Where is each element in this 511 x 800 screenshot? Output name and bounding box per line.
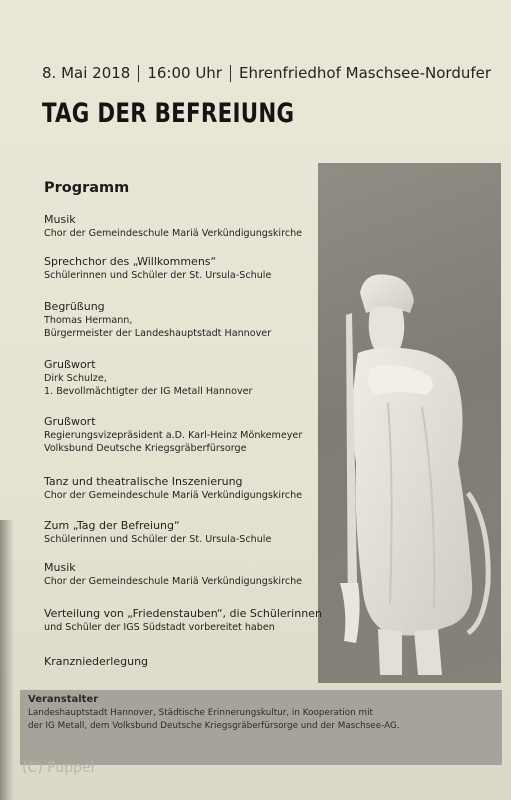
program-item-title: Musik: [44, 561, 76, 574]
program-item-line: Dirk Schulze,: [44, 373, 107, 384]
separator: [138, 65, 139, 82]
organizer-line: der IG Metall, dem Volksbund Deutsche Kriegsgräberfürsorge und der Maschsee-AG.: [28, 721, 400, 731]
program-item: [44, 474, 302, 502]
program-item-title: Begrüßung: [44, 300, 105, 313]
event-info-line: [42, 64, 491, 82]
program-item: [44, 606, 322, 634]
program-item: [44, 212, 302, 240]
separator: [230, 65, 231, 82]
event-title: TAG DER BEFREIUNG: [42, 98, 295, 129]
relief-figure-icon: [318, 163, 501, 683]
program-item-line: Chor der Gemeindeschule Mariä Verkündigungskirche: [44, 576, 303, 587]
program-item: [44, 414, 302, 455]
program-item-title: Grußwort: [44, 358, 96, 371]
event-location: Ehrenfriedhof Maschsee-Nordufer: [238, 64, 492, 82]
program-item: [44, 254, 271, 282]
event-time: 16:00 Uhr: [147, 64, 222, 82]
copyright-watermark: (C) Puppel: [22, 760, 95, 776]
program-item-line: Schülerinnen und Schüler der St. Ursula-Schule: [44, 270, 272, 281]
program-item-line: 1. Bevollmächtigter der IG Metall Hannover: [44, 386, 253, 397]
program-item-line: Chor der Gemeindeschule Mariä Verkündigungskirche: [44, 228, 303, 239]
program-item-title: Musik: [44, 213, 76, 226]
organizer-text: [28, 707, 494, 733]
organizer-line: Landeshauptstadt Hannover, Städtische Erinnerungskultur, in Kooperation mit: [28, 708, 373, 718]
program-item-title: Sprechchor des „Willkommens“: [44, 255, 217, 268]
event-date: 8. Mai 2018: [42, 64, 131, 82]
program-heading: Programm: [44, 180, 130, 196]
program-item-title: Tanz und theatralische Inszenierung: [44, 475, 243, 488]
program-item-line: Schülerinnen und Schüler der St. Ursula-Schule: [44, 534, 272, 545]
program-item-line: Volksbund Deutsche Kriegsgräberfürsorge: [44, 443, 247, 454]
program-item: [44, 357, 252, 398]
page-shadow-edge: [0, 520, 14, 800]
soldier-relief-image: [318, 163, 501, 683]
program-item: [44, 299, 271, 340]
organizer-label: Veranstalter: [28, 694, 99, 705]
organizer-box: [20, 690, 502, 765]
program-item-line: Bürgermeister der Landeshauptstadt Hannover: [44, 328, 272, 339]
program-item-title: Kranzniederlegung: [44, 655, 149, 668]
program-item-title: Grußwort: [44, 415, 96, 428]
program-item-title: Zum „Tag der Befreiung“: [44, 519, 180, 532]
program-item: [44, 518, 271, 546]
program-item: [44, 654, 148, 669]
program-item-line: Chor der Gemeindeschule Mariä Verkündigungskirche: [44, 490, 303, 501]
program-item-title: Verteilung von „Friedenstauben“, die Schülerinnen: [44, 607, 322, 620]
program-item: [44, 560, 302, 588]
program-item-line: Regierungsvizepräsident a.D. Karl-Heinz Mönkemeyer: [44, 430, 303, 441]
program-item-line: und Schüler der IGS Südstadt vorbereitet haben: [44, 622, 275, 633]
program-item-line: Thomas Hermann,: [44, 315, 133, 326]
